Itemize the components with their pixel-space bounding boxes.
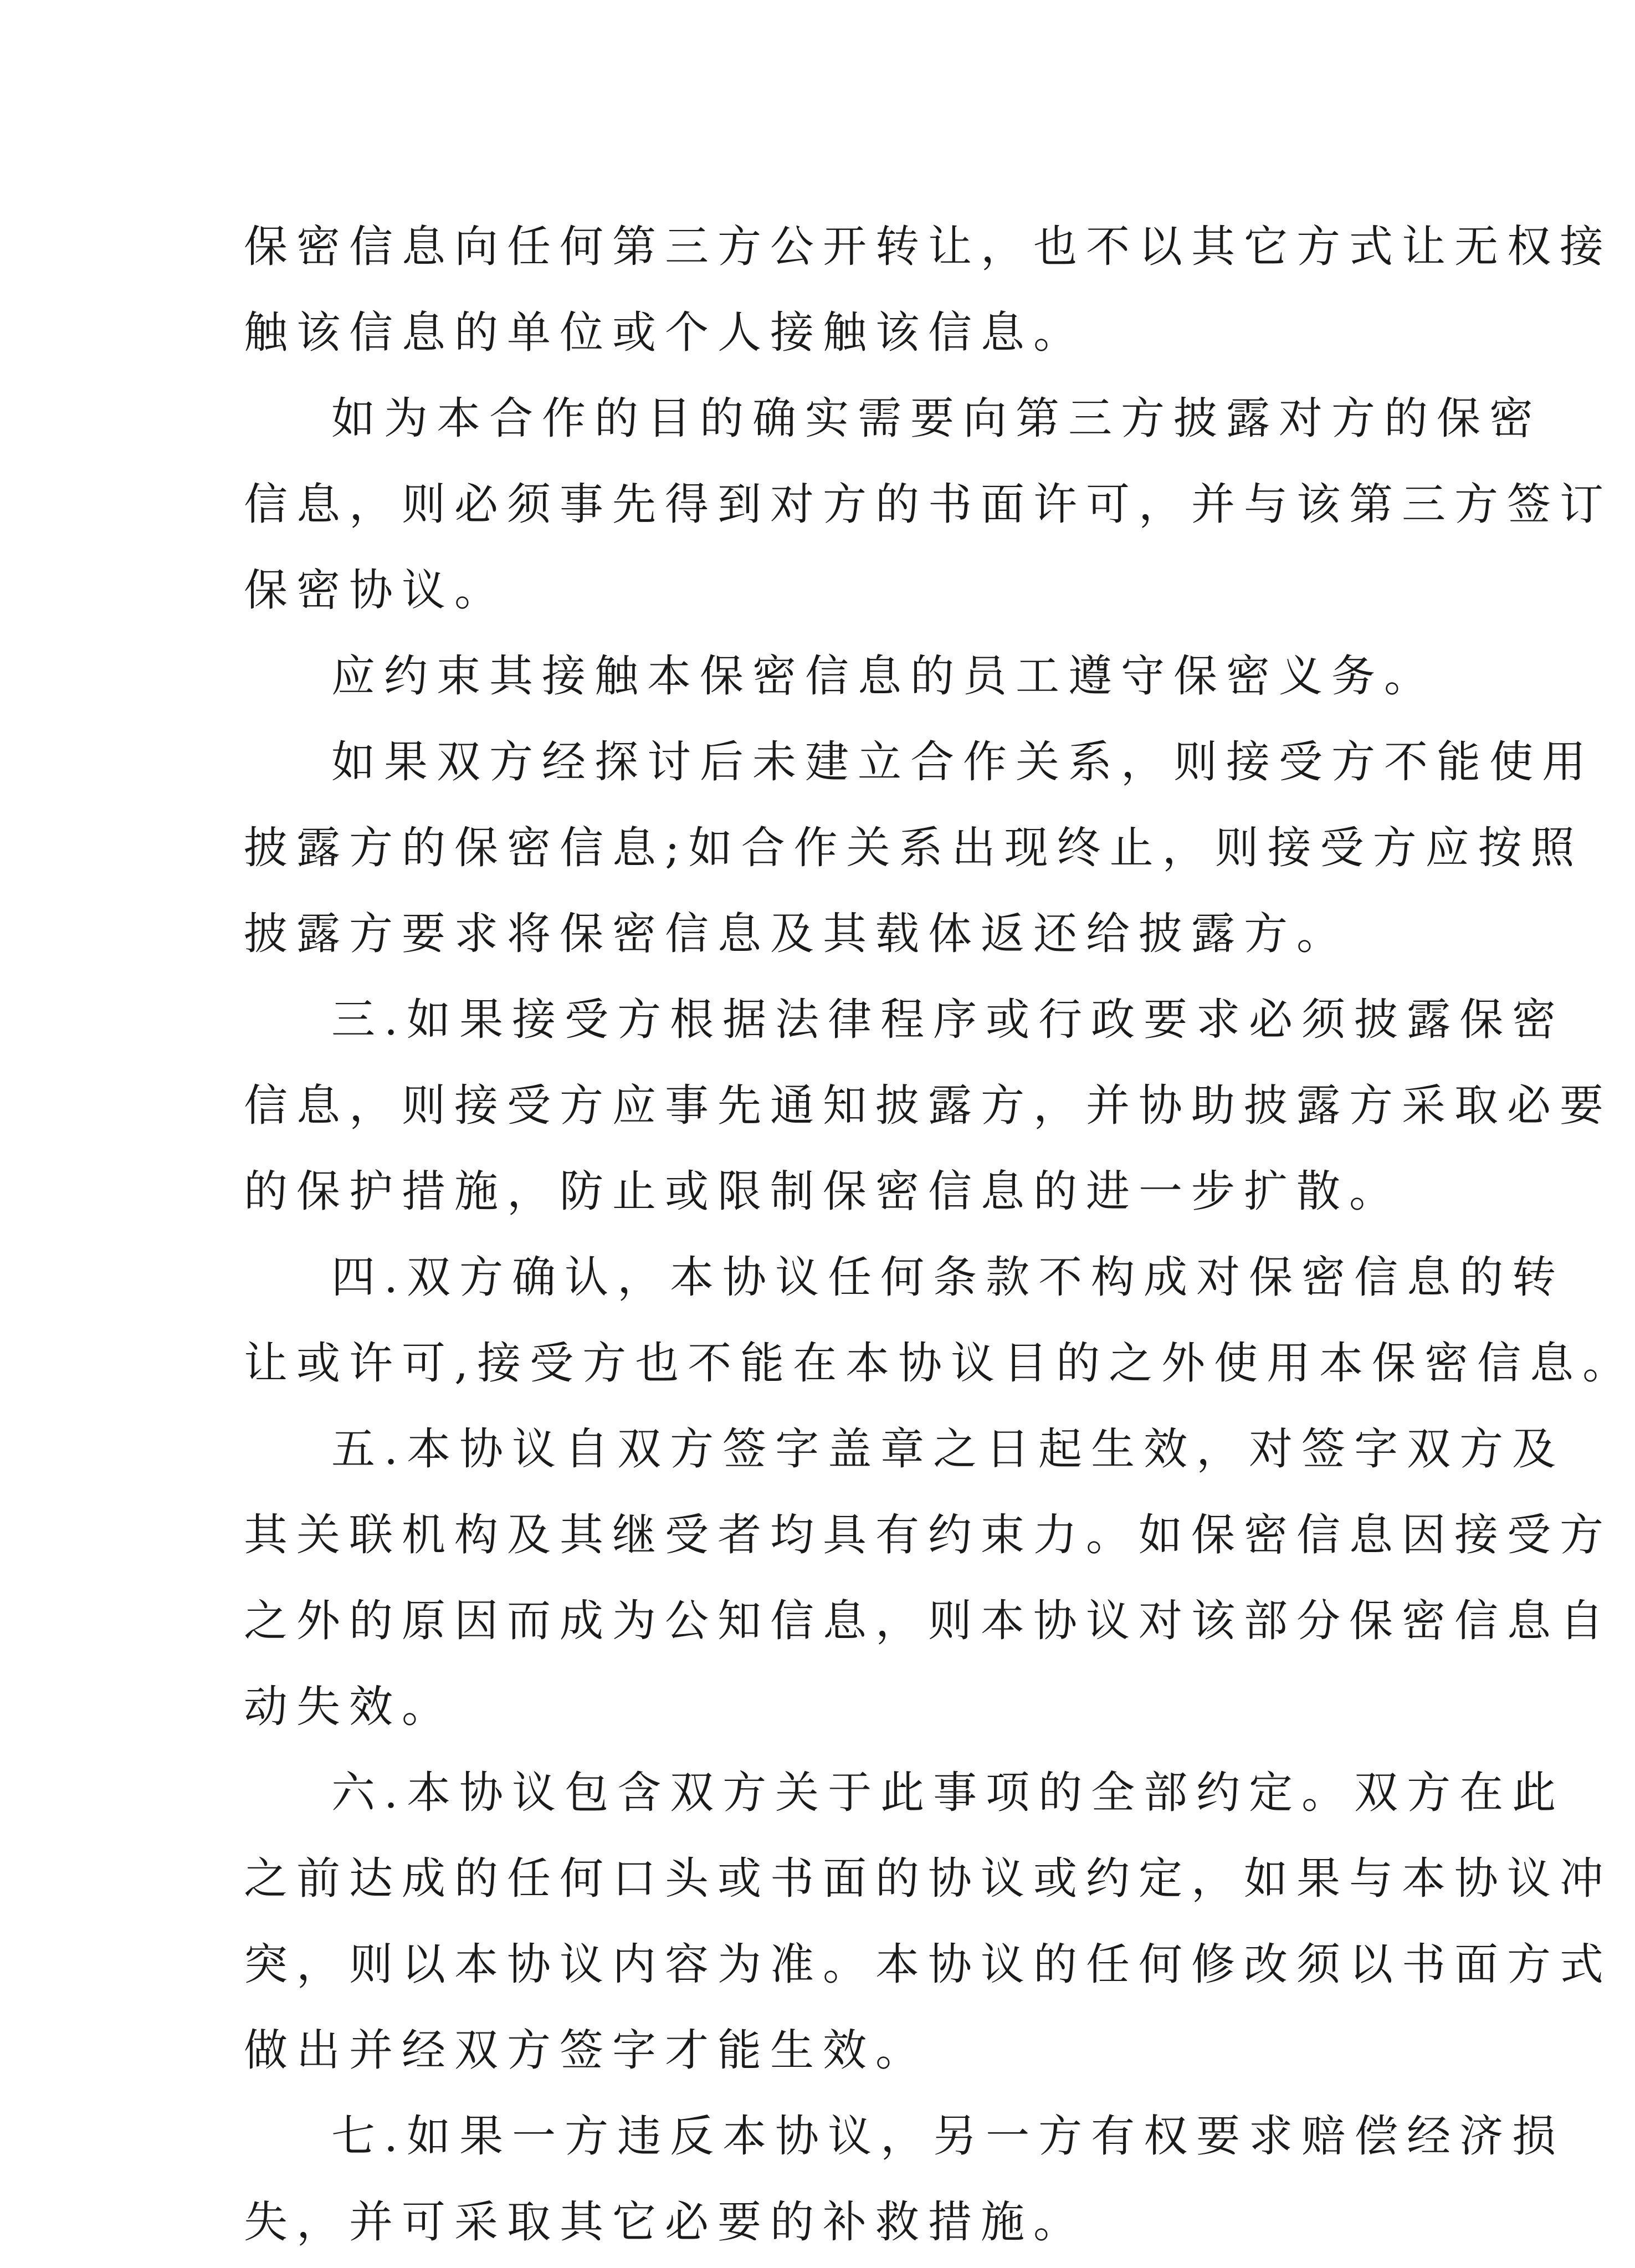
text-line: 其关联机构及其继受者均具有约束力。如保密信息因接受方 bbox=[244, 1509, 1612, 1560]
text-line: 动失效。 bbox=[244, 1681, 454, 1732]
paragraph-first-line: 如为本合作的目的确实需要向第三方披露对方的保密 bbox=[331, 393, 1542, 444]
clause-three-first-line: 三.如果接受方根据法律程序或行政要求必须披露保密 bbox=[331, 994, 1565, 1045]
clause-seven-first-line: 七.如果一方违反本协议，另一方有权要求赔偿经济损 bbox=[331, 2111, 1565, 2162]
text-line: 之外的原因而成为公知信息，则本协议对该部分保密信息自 bbox=[244, 1595, 1612, 1646]
text-line: 突，则以本协议内容为准。本协议的任何修改须以书面方式 bbox=[244, 1939, 1612, 1990]
text-line: 让或许可,接受方也不能在本协议目的之外使用本保密信息。 bbox=[244, 1338, 1635, 1389]
text-line: 信息，则接受方应事先通知披露方，并协助披露方采取必要 bbox=[244, 1080, 1612, 1131]
text-line: 失，并可采取其它必要的补救措施。 bbox=[244, 2197, 1086, 2247]
text-line: 做出并经双方签字才能生效。 bbox=[244, 2025, 928, 2076]
text-line: 披露方要求将保密信息及其载体返还给披露方。 bbox=[244, 908, 1349, 959]
text-line: 触该信息的单位或个人接触该信息。 bbox=[244, 307, 1086, 358]
document-body bbox=[244, 204, 1635, 2265]
text-line: 之前达成的任何口头或书面的协议或约定，如果与本协议冲 bbox=[244, 1853, 1612, 1904]
clause-six-first-line: 六.本协议包含双方关于此事项的全部约定。双方在此 bbox=[331, 1767, 1565, 1818]
text-line: 的保护措施，防止或限制保密信息的进一步扩散。 bbox=[244, 1166, 1402, 1217]
text-line: 保密信息向任何第三方公开转让，也不以其它方式让无权接 bbox=[244, 221, 1612, 272]
text-line: 披露方的保密信息;如合作关系出现终止，则接受方应按照 bbox=[244, 822, 1583, 873]
paragraph-first-line: 应约束其接触本保密信息的员工遵守保密义务。 bbox=[331, 651, 1437, 702]
text-line: 保密协议。 bbox=[244, 565, 507, 616]
paragraph-first-line: 如果双方经探讨后未建立合作关系，则接受方不能使用 bbox=[331, 736, 1595, 787]
clause-four-first-line: 四.双方确认，本协议任何条款不构成对保密信息的转 bbox=[331, 1252, 1565, 1303]
clause-five-first-line: 五.本协议自双方签字盖章之日起生效，对签字双方及 bbox=[331, 1424, 1565, 1475]
text-line: 信息，则必须事先得到对方的书面许可，并与该第三方签订 bbox=[244, 479, 1612, 530]
